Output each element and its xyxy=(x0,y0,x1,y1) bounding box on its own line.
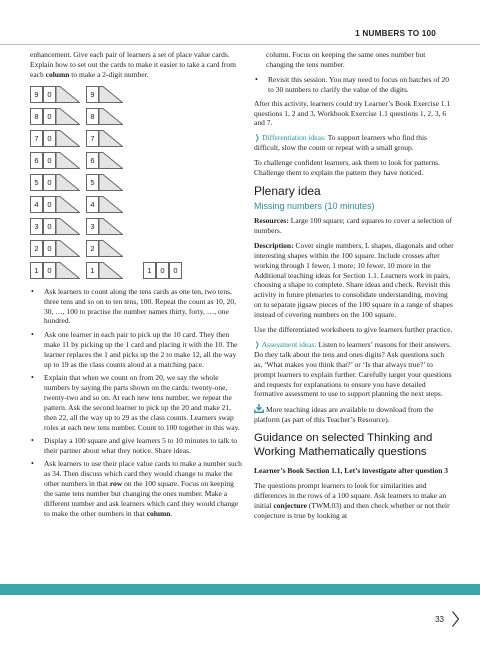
revisit-bullet: • Revisit this session. You may need to focus on batches of 20 to 30 numbers to clarify the value of the digits. xyxy=(254,75,454,95)
digit-label: 8 xyxy=(34,111,39,121)
card-arrow-shape xyxy=(56,262,80,279)
digit-label: 1 xyxy=(147,265,152,275)
tens-card xyxy=(30,262,76,279)
digit-label: 7 xyxy=(34,133,39,143)
resources-label: Resources: xyxy=(254,215,289,225)
tens-card xyxy=(30,108,76,125)
assessment-text: Listen to learners’ reasons for their answers. Do they talk about the tens and ones digits? Ask questions such as, ‘What makes you think that?’ or ‘Is that always true?’ to prompt learners to explain further. Carefully target your questions and requests for explanations to ensure you have detailed formative assessment to use to support planning the next steps. xyxy=(254,339,452,399)
digit-label: 1 xyxy=(90,265,95,275)
card-arrow-shape xyxy=(56,108,80,125)
text-run: Explain that when we count on from 20, we say the whole numbers by saying the parts shown on the cards: twenty-one, twenty-two and so on. At each new tens number, we repeat the pattern. Ask the second learner to pick up the 20 and make 21, then 22, all the way up to 29 as the class counts. Learners swap roles at each new tens number. Count to 100 together in this way. xyxy=(44,372,240,432)
card-row xyxy=(30,196,190,213)
digit-label: 0 xyxy=(173,265,178,275)
text-run: (TWM.03) and then check whether or not their conjecture is true by looking at xyxy=(254,500,450,520)
ones-card xyxy=(86,130,131,147)
digit-label: 0 xyxy=(47,111,52,121)
activity-bullet xyxy=(30,436,243,456)
digit-box xyxy=(86,108,99,125)
description-paragraph xyxy=(254,241,454,320)
digit-box xyxy=(30,86,43,103)
card-arrow-shape xyxy=(99,262,123,279)
learners-book-text xyxy=(254,481,454,521)
digit-label: 9 xyxy=(90,89,95,99)
right-column xyxy=(254,50,454,521)
chevron-right-icon: ❭ xyxy=(254,339,261,349)
digit-label: 1 xyxy=(34,265,39,275)
digit-box xyxy=(86,262,99,279)
digit-box xyxy=(30,262,43,279)
digit-box xyxy=(30,240,43,257)
digit-label: 7 xyxy=(90,133,95,143)
digit-label: 0 xyxy=(47,243,52,253)
digit-box xyxy=(43,174,56,191)
hundred-card xyxy=(143,262,180,279)
plenary-heading: Plenary idea xyxy=(254,183,321,198)
ones-card xyxy=(86,108,131,125)
card-row xyxy=(30,218,190,235)
digit-label: 0 xyxy=(47,177,52,187)
header-rule xyxy=(0,44,480,45)
digit-box xyxy=(30,152,43,169)
digit-box xyxy=(30,196,43,213)
digit-box xyxy=(43,240,56,257)
activity-bullet xyxy=(30,330,243,370)
worksheets-text: Use the differentiated worksheets to give learners further practice. xyxy=(254,325,453,335)
digit-label: 0 xyxy=(47,199,52,209)
digit-box xyxy=(86,86,99,103)
place-value-cards xyxy=(30,86,190,279)
guidance-heading: Guidance on selected Thinking and Working Mathematically questions xyxy=(254,432,433,459)
ones-card xyxy=(86,218,131,235)
digit-box xyxy=(43,262,56,279)
digit-label: 8 xyxy=(90,111,95,121)
digit-label: 5 xyxy=(90,177,95,187)
digit-box xyxy=(169,262,182,279)
digit-box xyxy=(143,262,156,279)
left-column xyxy=(30,50,243,522)
ones-card xyxy=(86,174,131,191)
card-arrow-shape xyxy=(99,218,123,235)
digit-box xyxy=(86,152,99,169)
ones-card xyxy=(86,86,131,103)
digit-label: 2 xyxy=(90,243,95,253)
digit-label: 4 xyxy=(34,199,39,209)
plenary-subheading: Missing numbers (10 minutes) xyxy=(254,200,375,211)
tens-card xyxy=(30,130,76,147)
digit-box xyxy=(30,218,43,235)
ones-card xyxy=(86,152,131,169)
tens-card xyxy=(30,218,76,235)
description-text: Cover single numbers, L shapes, diagonals and other interesting shapes within the 100 square. Include crosses after working through 1 fewer, 1 more; 10 fewer, 10 more in the Additional teaching ideas for Section 1.1. Learners work in pairs, choosing a shape to complete. Share ideas and check. Revisit this activity in future plenaries to consolidate understanding, moving on to separate jigsaw pieces of the 100 square in a range of shapes instead of covering numbers on the 100 square. xyxy=(254,240,454,320)
digit-box xyxy=(43,86,56,103)
text-run: to make a 2-digit number. xyxy=(69,69,149,79)
digit-label: 0 xyxy=(47,155,52,165)
card-arrow-shape xyxy=(56,196,80,213)
after-activity-text: After this activity, learners could try Learner’s Book Exercise 1.1 questions 1, 2 and 3, Workbook Exercise 1.1 questions 1, 2, 3, 6 and 7. xyxy=(254,98,451,128)
ones-card xyxy=(86,196,131,213)
chapter-header: 1 NUMBERS TO 100 xyxy=(355,29,436,38)
next-page-chevron-icon[interactable] xyxy=(451,610,460,628)
digit-box xyxy=(43,196,56,213)
learners-book-heading xyxy=(254,466,454,476)
download-icon xyxy=(254,404,264,413)
tens-card xyxy=(30,174,76,191)
card-row xyxy=(30,174,190,191)
card-arrow-shape xyxy=(99,240,123,257)
digit-label: 4 xyxy=(90,199,95,209)
revisit-list xyxy=(254,75,454,95)
differentiation-paragraph xyxy=(254,133,454,153)
digit-label: 5 xyxy=(34,177,39,187)
text-run: Ask learners to count along the tens cards as one ten, two tens, three tens and so on to ten tens, 100. Repeat the count as 10, 20, 30, …, 100 to practise the number names thirty, forty, …, one hundred. xyxy=(44,286,237,326)
digit-box xyxy=(86,196,99,213)
page-number: 33 xyxy=(435,615,444,624)
card-arrow-shape xyxy=(56,130,80,147)
card-arrow-shape xyxy=(99,130,123,147)
card-arrow-shape xyxy=(99,152,123,169)
digit-box xyxy=(43,130,56,147)
ones-card xyxy=(86,262,131,279)
card-arrow-shape xyxy=(56,152,80,169)
download-paragraph xyxy=(254,404,454,425)
footer-band xyxy=(0,584,480,595)
download-text: More teaching ideas are available to download from the platform (as part of this Teacher’s Resource). xyxy=(254,405,434,425)
card-row xyxy=(30,152,190,169)
bold-term: row xyxy=(109,479,123,489)
card-arrow-shape xyxy=(56,86,80,103)
digit-label: 0 xyxy=(160,265,165,275)
card-arrow-shape xyxy=(99,86,123,103)
activity-bullets xyxy=(30,287,243,519)
assessment-paragraph xyxy=(254,340,454,399)
digit-box xyxy=(30,130,43,147)
card-arrow-shape xyxy=(99,196,123,213)
activity-bullet xyxy=(30,459,243,518)
card-arrow-shape xyxy=(56,218,80,235)
digit-box xyxy=(30,174,43,191)
digit-label: 0 xyxy=(47,89,52,99)
ones-card xyxy=(86,240,131,257)
digit-box xyxy=(43,152,56,169)
digit-label: 6 xyxy=(34,155,39,165)
digit-label: 0 xyxy=(47,133,52,143)
digit-box xyxy=(86,218,99,235)
card-arrow-shape xyxy=(56,240,80,257)
text-run: Ask learners to use their place value cards to make a number such as 34. Then discuss which card they would change to make the other numbers in that xyxy=(44,459,242,489)
activity-bullet xyxy=(30,287,243,327)
digit-box xyxy=(86,174,99,191)
card-row xyxy=(30,240,190,257)
tens-card xyxy=(30,86,76,103)
digit-label: 9 xyxy=(34,89,39,99)
digit-label: 0 xyxy=(47,265,52,275)
description-label: Description: xyxy=(254,240,294,250)
intro-paragraph xyxy=(30,50,243,80)
differentiation-label: Differentiation ideas: xyxy=(262,133,326,143)
digit-label: 2 xyxy=(34,243,39,253)
activity-bullet xyxy=(30,373,243,432)
continued-text: column. Focus on keeping the same ones number but changing the tens number. xyxy=(266,50,426,69)
digit-box xyxy=(86,130,99,147)
card-row xyxy=(30,86,190,103)
digit-label: 0 xyxy=(47,221,52,231)
card-arrow-shape xyxy=(99,174,123,191)
card-row xyxy=(30,130,190,147)
digit-label: 3 xyxy=(90,221,95,231)
tens-card xyxy=(30,240,76,257)
digit-label: 3 xyxy=(34,221,39,231)
bold-term: conjecture xyxy=(273,500,307,510)
text-run: on the 100 square. Focus on keeping the same tens number but changing the ones number. Make a different number and ask learners which card they would change to make the other numbers in that xyxy=(44,479,239,518)
card-arrow-shape xyxy=(56,174,80,191)
resources-paragraph xyxy=(254,216,454,236)
digit-box xyxy=(43,108,56,125)
digit-box xyxy=(86,240,99,257)
bold-term: column xyxy=(45,69,70,79)
text-run: Ask one learner in each pair to pick up the 10 card. They then make 11 by picking up the 1 card and placing it with the 10. The learner replaces the 1 and picks up the 2 to make 12, all the way up to 19 as the class counts aloud at a matching pace. xyxy=(44,329,238,369)
tens-card xyxy=(30,152,76,169)
challenge-text: To challenge confident learners, ask them to look for patterns. Challenge them to explain the pattern they have noticed. xyxy=(254,158,440,178)
card-row xyxy=(30,262,190,279)
text-run: The questions prompt learners to look for similarities and differences in the rows of a 100 square. Ask learners to make an initial xyxy=(254,481,447,510)
text-run: Display a 100 square and give learners 5 to 10 minutes to talk to their partner about what they notice. Share ideas. xyxy=(44,435,238,455)
text-run: enhancement. Give each pair of learners a set of place value cards. Explain how to set out the cards to make it easier to take a card from each xyxy=(30,50,236,79)
chevron-right-icon: ❭ xyxy=(254,133,261,143)
tens-card xyxy=(30,196,76,213)
text-run: . xyxy=(170,508,173,518)
bold-term: column xyxy=(146,508,171,518)
differentiation-text: To support learners who find this difficult, slow the count or repeat with a small group. xyxy=(254,133,427,153)
card-row xyxy=(30,108,190,125)
digit-label: 6 xyxy=(90,155,95,165)
card-arrow-shape xyxy=(99,108,123,125)
digit-box xyxy=(156,262,169,279)
learners-book-heading-text: Learner’s Book Section 1.1, Let’s investigate after question 3 xyxy=(254,466,449,476)
resources-text: Large 100 square; card squares to cover a selection of numbers. xyxy=(254,215,452,235)
digit-box xyxy=(30,108,43,125)
assessment-label: Assessment ideas: xyxy=(261,339,317,349)
digit-box xyxy=(43,218,56,235)
